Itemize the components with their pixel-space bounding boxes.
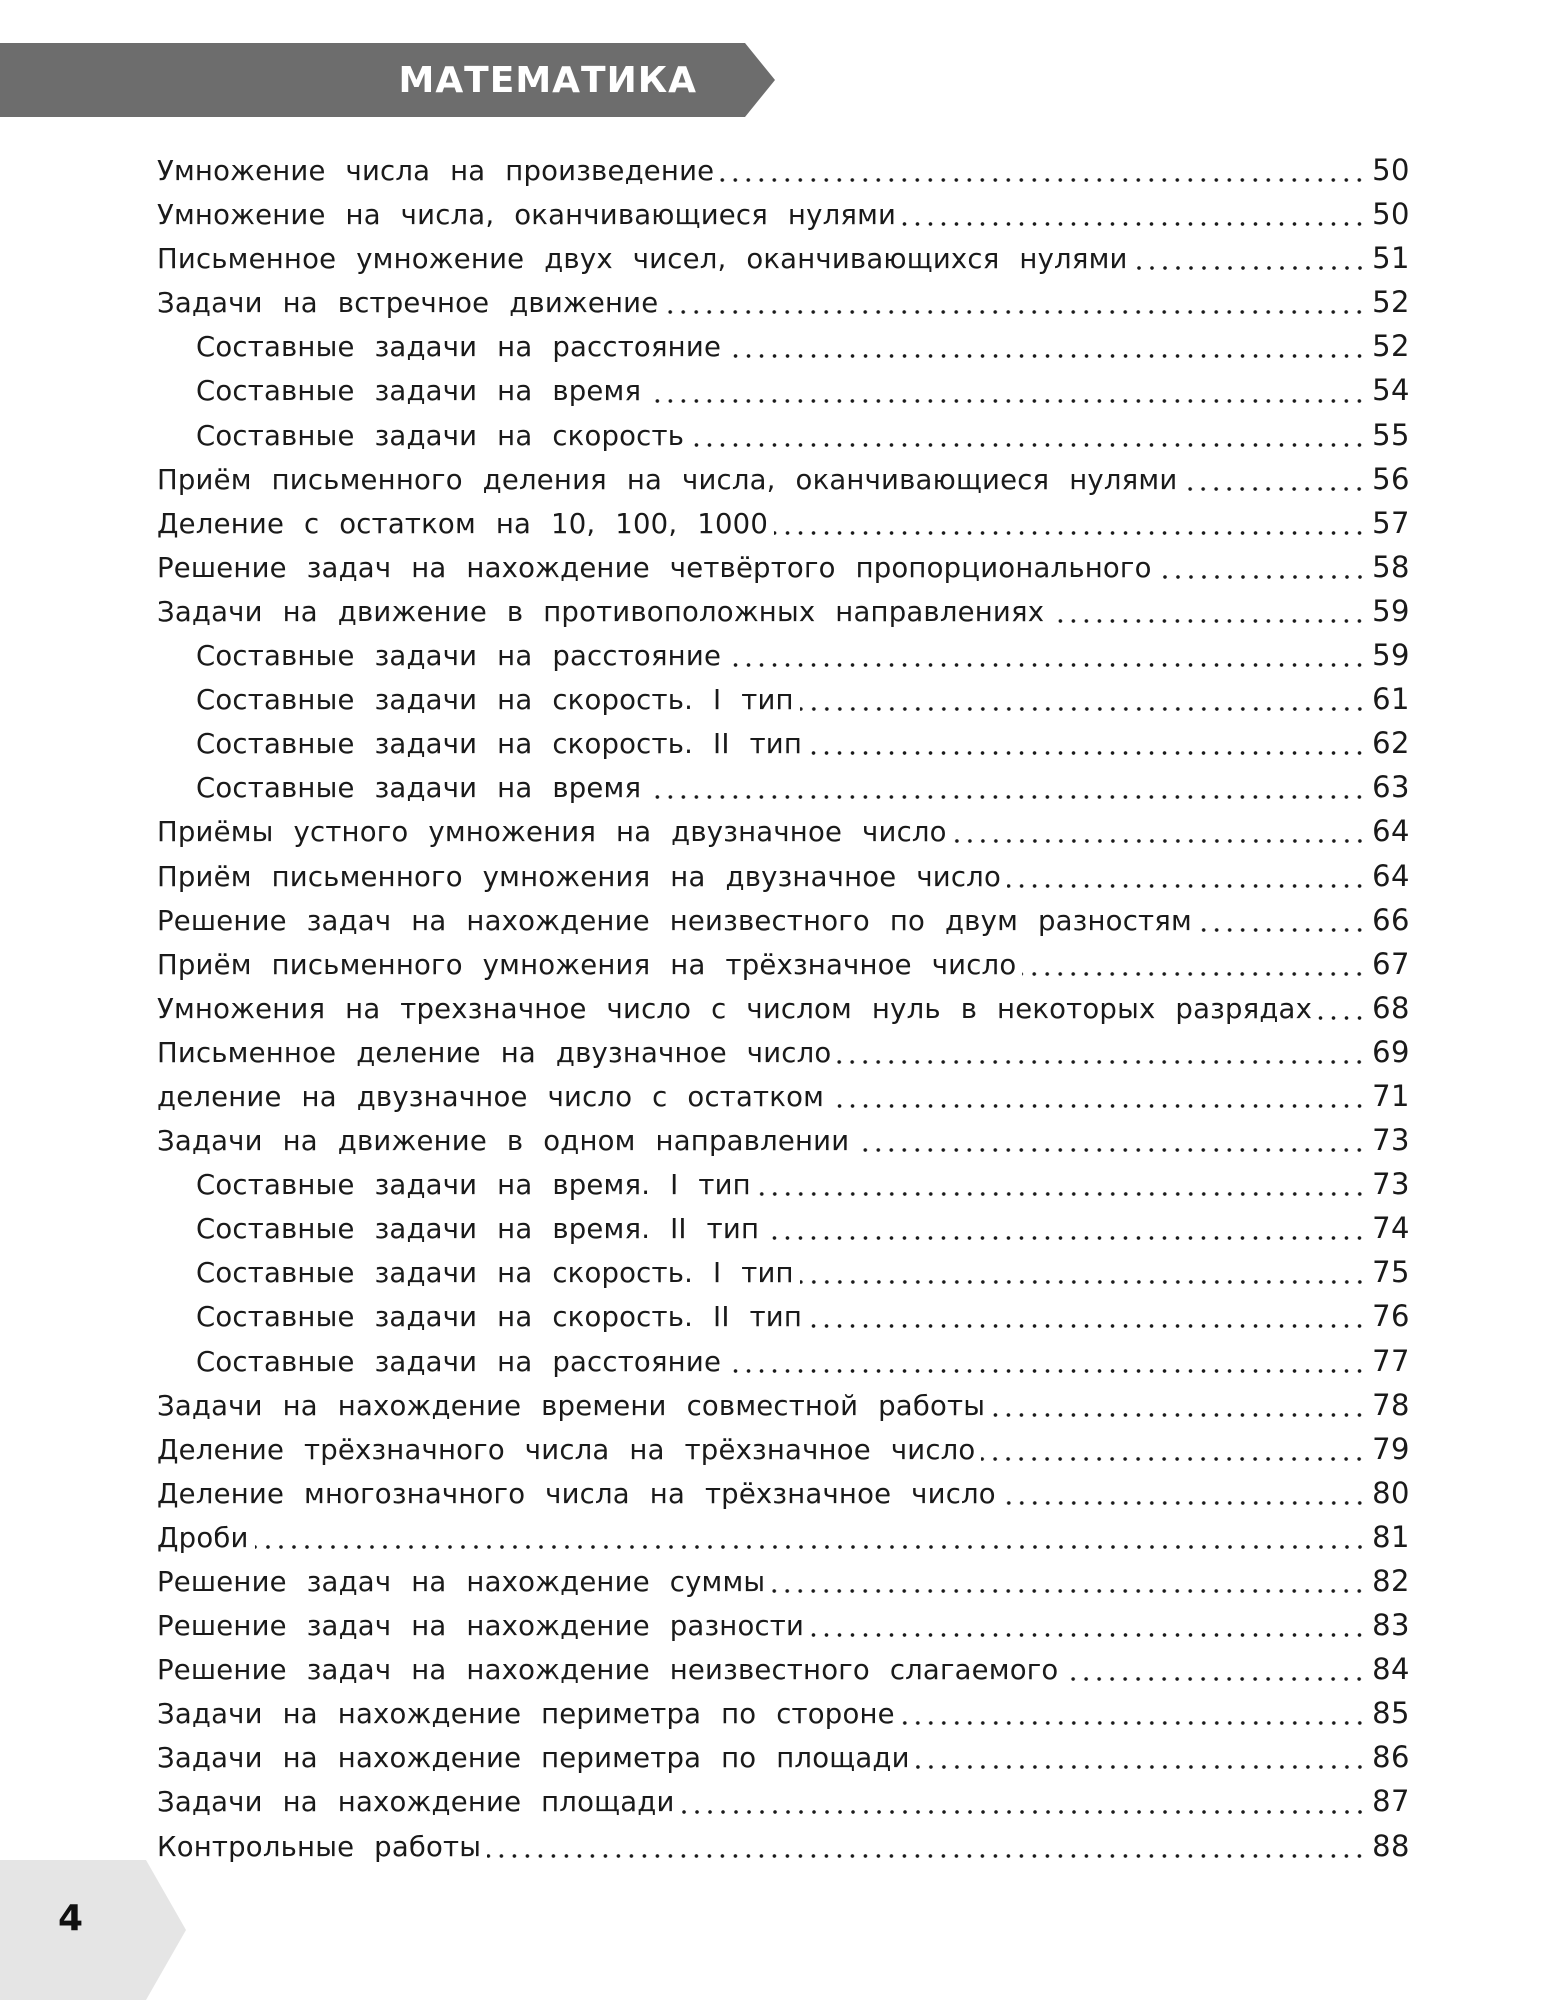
- toc-entry[interactable]: [157, 898, 1410, 942]
- toc-entry-page: 75: [1372, 1255, 1410, 1290]
- dot-leader: [808, 1324, 1366, 1328]
- toc-entry-page: 77: [1372, 1343, 1410, 1378]
- dot-leader: [664, 310, 1366, 314]
- dot-leader: [647, 795, 1366, 799]
- toc-entry-page: 79: [1372, 1431, 1410, 1466]
- toc-entry-page: 58: [1372, 549, 1410, 584]
- toc-entry[interactable]: [157, 1030, 1410, 1074]
- dot-leader: [1198, 928, 1366, 932]
- toc-entry-title: Деление с остатком на 10, 100, 1000: [157, 507, 769, 540]
- dot-leader: [981, 1457, 1366, 1461]
- toc-entry-title: Письменное умножение двух чисел, оканчивающихся нулями: [157, 243, 1128, 276]
- toc-entry[interactable]: [157, 589, 1410, 633]
- toc-entry[interactable]: [157, 942, 1410, 986]
- dot-leader: [902, 222, 1366, 226]
- toc-subentry[interactable]: [157, 413, 1410, 457]
- toc-entry-page: 84: [1372, 1652, 1410, 1687]
- toc-entry-title: Умножение на числа, оканчивающиеся нулями: [157, 199, 897, 232]
- toc-subentry[interactable]: [157, 1250, 1410, 1294]
- toc-entry-page: 52: [1372, 329, 1410, 364]
- toc-entry-page: 80: [1372, 1475, 1410, 1510]
- toc-entry[interactable]: [157, 1118, 1410, 1162]
- dot-leader: [1002, 1501, 1366, 1505]
- toc-subentry[interactable]: [157, 324, 1410, 368]
- toc-entry[interactable]: [157, 501, 1410, 545]
- toc-entry-page: 82: [1372, 1564, 1410, 1598]
- dot-leader: [727, 354, 1366, 358]
- toc-entry-title: Составные задачи на расстояние: [196, 640, 722, 673]
- toc-entry-page: 51: [1372, 241, 1410, 276]
- toc-entry-page: 86: [1372, 1740, 1410, 1775]
- toc-subentry[interactable]: [157, 677, 1410, 721]
- dot-leader: [1007, 884, 1366, 888]
- toc-entry-page: 57: [1372, 505, 1410, 540]
- toc-entry-title: Составные задачи на время: [196, 375, 642, 408]
- toc-entry-page: 78: [1372, 1387, 1410, 1422]
- toc-entry-page: 62: [1372, 726, 1410, 761]
- toc-entry-page: 71: [1372, 1078, 1410, 1113]
- toc-entry-title: Задачи на нахождение периметра по площади: [157, 1742, 910, 1775]
- toc-entry[interactable]: [157, 1735, 1410, 1779]
- table-of-contents: [157, 148, 1410, 1868]
- toc-entry-page: 69: [1372, 1034, 1410, 1069]
- dot-leader: [1134, 266, 1367, 270]
- page-number: 4: [58, 1898, 84, 1939]
- toc-entry-title: Решение задач на нахождение суммы: [157, 1566, 766, 1598]
- toc-entry-page: 83: [1372, 1608, 1410, 1643]
- toc-entry[interactable]: [157, 457, 1410, 501]
- toc-entry[interactable]: [157, 1647, 1410, 1691]
- toc-entry-title: Составные задачи на скорость: [196, 419, 685, 452]
- toc-entry-page: 56: [1372, 461, 1410, 496]
- toc-entry-title: Решение задач на нахождение разности: [157, 1610, 805, 1643]
- section-title: МАТЕМАТИКА: [398, 59, 697, 101]
- toc-entry[interactable]: [157, 280, 1410, 324]
- toc-entry-page: 54: [1372, 373, 1410, 408]
- toc-entry-title: Решение задач на нахождение четвёртого пропорционального: [157, 551, 1152, 584]
- toc-entry-title: Приём письменного умножения на двузначное число: [157, 860, 1001, 893]
- toc-entry-page: 55: [1372, 417, 1410, 452]
- dot-leader: [690, 443, 1366, 447]
- toc-entry-title: Задачи на нахождение времени совместной работы: [157, 1389, 986, 1422]
- dot-leader: [953, 839, 1366, 843]
- dot-leader: [720, 178, 1366, 182]
- toc-entry-page: 64: [1372, 858, 1410, 893]
- dot-leader: [757, 1192, 1366, 1196]
- dot-leader: [647, 399, 1366, 403]
- toc-entry[interactable]: [157, 1471, 1410, 1515]
- toc-entry-page: 68: [1372, 990, 1410, 1025]
- toc-entry[interactable]: [157, 1559, 1410, 1603]
- dot-leader: [771, 1589, 1366, 1593]
- toc-entry[interactable]: [157, 986, 1410, 1030]
- dot-leader: [855, 1148, 1366, 1152]
- toc-subentry[interactable]: [157, 721, 1410, 765]
- toc-entry-title: Составные задачи на время. I тип: [196, 1169, 751, 1202]
- dot-leader: [991, 1413, 1366, 1417]
- toc-entry-title: Составные задачи на скорость. II тип: [196, 728, 803, 761]
- toc-subentry[interactable]: [157, 1162, 1410, 1206]
- dot-leader: [800, 1280, 1366, 1284]
- dot-leader: [681, 1810, 1367, 1814]
- toc-subentry[interactable]: [157, 1206, 1410, 1250]
- toc-entry[interactable]: [157, 236, 1410, 280]
- toc-entry-page: 52: [1372, 285, 1410, 320]
- dot-leader: [800, 707, 1366, 711]
- toc-entry-title: Задачи на движение в одном направлении: [157, 1125, 850, 1158]
- toc-entry-page: 63: [1372, 770, 1410, 805]
- toc-entry-page: 73: [1372, 1123, 1410, 1158]
- toc-entry-page: 59: [1372, 593, 1410, 628]
- toc-entry-page: 50: [1372, 197, 1410, 232]
- toc-entry-title: Решение задач на нахождение неизвестного по двум разностям: [157, 904, 1192, 937]
- dot-leader: [255, 1545, 1366, 1549]
- toc-entry-title: Составные задачи на скорость. I тип: [196, 1257, 794, 1290]
- toc-entry[interactable]: [157, 854, 1410, 898]
- dot-leader: [487, 1854, 1366, 1858]
- toc-entry-title: Деление многозначного числа на трёхзначное число: [157, 1477, 996, 1510]
- dot-leader: [727, 1369, 1366, 1373]
- toc-entry-title: Приём письменного деления на числа, оканчивающиеся нулями: [157, 463, 1178, 496]
- toc-entry[interactable]: [157, 809, 1410, 853]
- toc-entry-title: Дроби: [157, 1521, 249, 1554]
- toc-entry-title: Умножения на трехзначное число с числом нуль в некоторых разрядах: [157, 992, 1313, 1025]
- toc-entry[interactable]: [157, 1824, 1410, 1868]
- toc-entry-title: Решение задач на нахождение неизвестного слагаемого: [157, 1654, 1059, 1687]
- dot-leader: [765, 1236, 1366, 1240]
- toc-subentry[interactable]: [157, 1294, 1410, 1338]
- toc-entry-page: 64: [1372, 814, 1410, 849]
- toc-subentry[interactable]: [157, 1339, 1410, 1383]
- toc-entry-title: Составные задачи на расстояние: [196, 1345, 722, 1378]
- toc-entry-title: Составные задачи на расстояние: [196, 331, 722, 364]
- dot-leader: [774, 531, 1366, 535]
- toc-entry-title: Задачи на нахождение периметра по стороне: [157, 1698, 895, 1731]
- dot-leader: [837, 1060, 1366, 1064]
- toc-entry-title: Задачи на встречное движение: [157, 287, 659, 320]
- toc-entry-title: деление на двузначное число с остатком: [157, 1080, 825, 1113]
- toc-entry-page: 67: [1372, 946, 1410, 981]
- toc-entry[interactable]: [157, 1515, 1410, 1559]
- toc-entry-title: Задачи на нахождение площади: [157, 1786, 675, 1819]
- toc-entry-page: 59: [1372, 638, 1410, 673]
- dot-leader: [810, 1633, 1366, 1637]
- toc-entry[interactable]: [157, 1603, 1410, 1647]
- dot-leader: [1064, 1677, 1366, 1681]
- toc-entry-page: 66: [1372, 902, 1410, 937]
- dot-leader: [901, 1721, 1366, 1725]
- toc-entry-title: Задачи на движение в противоположных направлениях: [157, 595, 1045, 628]
- toc-subentry[interactable]: [157, 633, 1410, 677]
- dot-leader: [916, 1765, 1366, 1769]
- toc-entry[interactable]: [157, 1427, 1410, 1471]
- toc-entry[interactable]: [157, 1691, 1410, 1735]
- toc-subentry[interactable]: [157, 765, 1410, 809]
- toc-entry[interactable]: [157, 192, 1410, 236]
- dot-leader: [1158, 575, 1366, 579]
- dot-leader: [1050, 619, 1366, 623]
- toc-entry-title: Приём письменного умножения на трёхзначное число: [157, 948, 1017, 981]
- toc-entry-page: 61: [1372, 682, 1410, 717]
- dot-leader: [808, 751, 1366, 755]
- dot-leader: [1318, 1016, 1366, 1020]
- toc-entry-page: 87: [1372, 1784, 1410, 1819]
- toc-entry-page: 81: [1372, 1519, 1410, 1554]
- toc-entry[interactable]: [157, 1779, 1410, 1823]
- toc-entry-page: 74: [1372, 1211, 1410, 1246]
- toc-entry-page: 76: [1372, 1299, 1410, 1334]
- dot-leader: [1022, 972, 1366, 976]
- toc-subentry[interactable]: [157, 368, 1410, 412]
- toc-entry-title: Деление трёхзначного числа на трёхзначное число: [157, 1433, 976, 1466]
- toc-entry-title: Составные задачи на время: [196, 772, 642, 805]
- toc-entry-page: 85: [1372, 1696, 1410, 1731]
- toc-entry-title: Составные задачи на скорость. II тип: [196, 1301, 803, 1334]
- toc-entry-title: Письменное деление на двузначное число: [157, 1036, 832, 1069]
- toc-entry-title: Составные задачи на время. II тип: [196, 1213, 760, 1246]
- toc-entry-title: Составные задачи на скорость. I тип: [196, 684, 794, 717]
- dot-leader: [1183, 487, 1366, 491]
- dot-leader: [727, 663, 1366, 667]
- toc-entry-title: Контрольные работы: [157, 1830, 482, 1863]
- toc-entry-page: 50: [1372, 153, 1410, 187]
- toc-entry[interactable]: [157, 1074, 1410, 1118]
- toc-entry-title: Приёмы устного умножения на двузначное число: [157, 816, 947, 849]
- toc-entry-title: Умножение числа на произведение: [157, 155, 715, 187]
- toc-entry[interactable]: [157, 545, 1410, 589]
- dot-leader: [830, 1104, 1366, 1108]
- toc-entry[interactable]: [157, 148, 1410, 192]
- toc-entry[interactable]: [157, 1383, 1410, 1427]
- toc-entry-page: 73: [1372, 1167, 1410, 1202]
- toc-entry-page: 88: [1372, 1828, 1410, 1863]
